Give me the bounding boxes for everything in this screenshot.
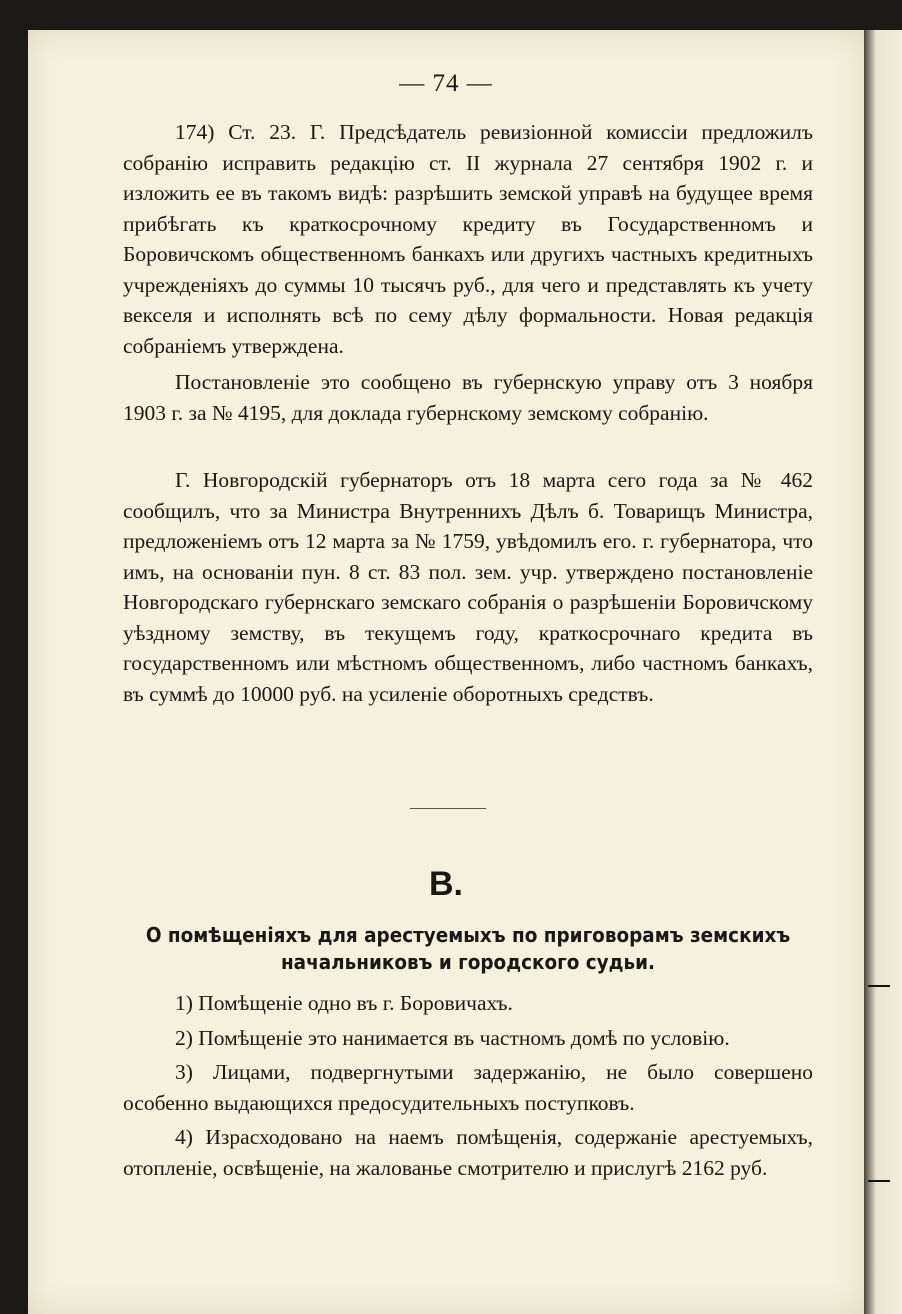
page-number: — 74 — xyxy=(399,70,493,97)
paragraph-governor: Г. Новгородскій губернаторъ отъ 18 марта сего года за № 462 сообщилъ, что за Министра Внутреннихъ Дѣлъ б. Товарищъ Министра, предложеніемъ отъ 12 марта за № 1759, увѣдомилъ его. г. губернатора, что имъ, на основаніи пун. 8 ст. 83 пол. зем. учр. утверждено постановленіе Новгородскаго губернскаго земскаго собранія о разрѣшеніи Боровичскому уѣздному земству, въ текущемъ году, краткосрочнаго кредита въ государственномъ или мѣстномъ общественномъ, либо частномъ банкахъ, въ суммѣ до 10000 руб. на усиленіе оборотныхъ средствъ. xyxy=(123,468,813,706)
section-letter: В. xyxy=(429,865,463,903)
paragraph-postanovlenie: Постановленіе это сообщено въ губернскую управу отъ 3 ноября 1903 г. за № 4195, для доклада губернскому земскому собранію. xyxy=(123,370,813,425)
paragraph-174: 174) Ст. 23. Г. Предсѣдатель ревизіонной комиссіи предложилъ собранію исправить редакцію ст. II журнала 27 сентября 1902 г. и изложить ее въ такомъ видѣ: разрѣшить земской управѣ на будущее время прибѣгать къ краткосрочному кредиту въ Государственномъ и Боровичскомъ общественномъ банкахъ или другихъ частныхъ кредитныхъ учрежденіяхъ до суммы 10 тысячъ руб., для чего и представлять къ учету векселя и исполнять всѣ по сему дѣлу формальности. Новая редакція собраніемъ утверждена. xyxy=(123,120,813,358)
section-heading: О помѣщеніяхъ для арестуемыхъ по приговорамъ земскихъ начальниковъ и городского судьи. xyxy=(145,923,791,974)
list-item: 4) Израсходовано на наемъ помѣщенія, содержаніе арестуемыхъ, отопленіе, освѣщеніе, на жалованье смотрителю и прислугѣ 2162 руб. xyxy=(123,1125,813,1180)
list-item: 3) Лицами, подвергнутыми задержанію, не было совершено особенно выдающихся предосудительныхъ поступковъ. xyxy=(123,1060,813,1115)
page-edge-mark xyxy=(868,1180,890,1182)
book-spine-edge xyxy=(862,30,902,1314)
page-edge-mark xyxy=(868,985,890,987)
list-item: 1) Помѣщеніе одно въ г. Боровичахъ. xyxy=(175,991,513,1015)
list-item: 2) Помѣщеніе это нанимается въ частномъ домѣ по условію. xyxy=(175,1025,730,1050)
document-page xyxy=(28,30,864,1314)
item-list xyxy=(123,988,813,1187)
section-divider xyxy=(410,808,486,809)
